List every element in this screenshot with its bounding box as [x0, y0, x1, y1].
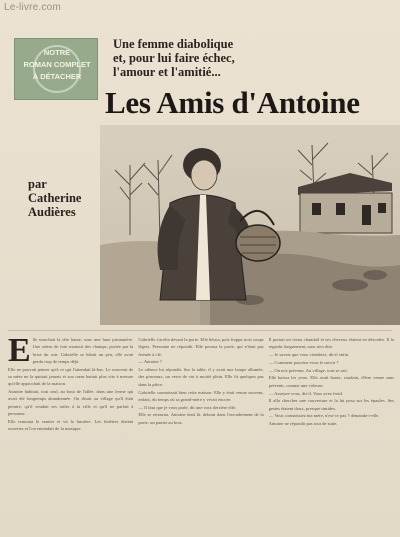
header-divider: [8, 330, 392, 331]
byline-first-name: Catherine: [28, 191, 82, 205]
serial-badge: [14, 38, 98, 100]
paragraph: Il alla chercher une couverture et la lui posa sur les épaules. Ses gestes étaient doux, presque timides.: [268, 398, 394, 411]
badge-text: [15, 47, 99, 83]
byline-par: par: [28, 177, 47, 191]
paragraph: — Vous connaissiez ma mère, n'est-ce pas ? demanda-t-elle.: [268, 413, 380, 419]
tagline: [113, 37, 333, 79]
body-column-2: [138, 336, 263, 537]
tagline-line-3: l'amour et l'amitié...: [113, 65, 221, 79]
paragraph: — Je savais que vous viendriez, dit-il enfin.: [268, 352, 350, 358]
illustration-man-with-basket-farmhouse-icon: [100, 125, 400, 325]
paragraph: — Il faut que je vous parle, dit une voix derrière elle.: [138, 404, 237, 410]
paragraph: Gabrielle s'arrêta devant la porte. Elle hésita, puis frappa trois coups légers. Personne ne répondit. Elle poussa la porte, qui n'était pas fermée à clé.: [138, 337, 264, 357]
tagline-line-1: Une femme diabolique: [113, 37, 234, 51]
body-columns: [8, 336, 394, 537]
paragraph: — Comment pouviez-vous le savoir ?: [268, 359, 339, 365]
badge-line-2: ROMAN COMPLET: [23, 60, 91, 69]
paragraph: lle marchait la tête haute, sous une lune printanière. Une odeur de foin montait des champs, portée par la brise du soir. Gabrielle se hâtait un peu, elle avait perdu trop de temps déjà.: [32, 337, 134, 364]
badge-line-1: NOTRE: [43, 48, 71, 57]
body-column-3: [269, 336, 394, 537]
story-title: Les Amis d'Antoine: [105, 85, 360, 120]
paragraph: Le silence lui répondit. Sur la table, il y avait une lampe allumée, des pinceaux, un verre de vin à moitié plein. Elle fit quelques pas dans la pièce.: [138, 367, 264, 387]
tagline-line-2: et, pour lui faire échec,: [113, 51, 235, 65]
watermark: Le-livre.com: [4, 2, 61, 13]
paragraph: — Antoine ?: [138, 359, 162, 365]
paragraph: Antoine habitait, tout seul, au bout de l'allée, dans une ferme qui avait été longtemps abandonnée. On disait au village qu'il était peintre, qu'il vendait ses toiles à la ville et qu'il ne parlait à personne.: [8, 389, 134, 416]
badge-line-3: À DÉTACHER: [32, 72, 82, 81]
paragraph: Elle se retourna. Antoine était là, debout dans l'encadrement de la porte, un panier au bras.: [138, 412, 264, 425]
paragraph: Gabrielle connaissait bien cette maison. Elle y était venue souvent, enfant, du temps où sa grand-mère y vivait encore.: [138, 389, 264, 402]
body-column-1: [8, 336, 133, 537]
paragraph: Il portait un vieux chandail et ses cheveux étaient en désordre. Il la regarda longuement, sans rien dire.: [268, 337, 394, 350]
paragraph: Antoine ne répondit pas tout de suite.: [268, 421, 338, 427]
paragraph: Elle remonta le sentier et vit la lumière. Les fenêtres étaient ouvertes et l'on entendait de la musique.: [8, 418, 134, 432]
paragraph: — Asseyez-vous, dit-il. Vous avez froid.: [268, 390, 343, 396]
drop-cap: E: [8, 336, 31, 369]
paragraph: — On m'a prévenu. Au village, tout se sait.: [268, 367, 348, 373]
paragraph: Elle ne pouvait penser qu'à ce qui l'attendait là-bas. Le souvenir de sa mère ne la quittait jamais et son cœur battait plus vite à mesure qu'elle approchait de la maison.: [8, 366, 134, 387]
paragraph: Elle baissa les yeux. Elle avait honte, soudain, d'être venue sans prévenir, comme une voleuse.: [268, 375, 394, 388]
byline-last-name: Audières: [28, 205, 76, 219]
